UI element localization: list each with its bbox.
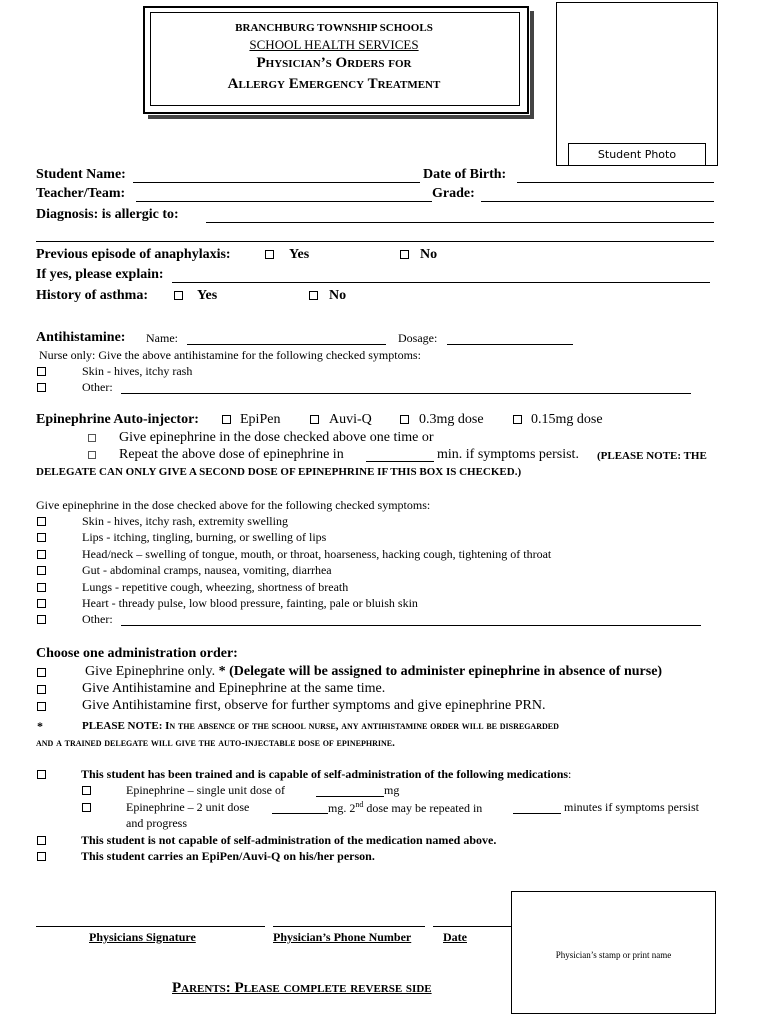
admin-opt1-text: Give Epinephrine only.	[85, 664, 216, 679]
teacher-field[interactable]	[136, 201, 432, 202]
carries-epipen-checkbox[interactable]	[37, 852, 46, 861]
epi-head-neck-checkbox[interactable]	[37, 550, 46, 559]
epi-symptom-item: Gut - abdominal cramps, nausea, vomiting, diarrhea	[82, 563, 332, 577]
admin-opt1-label	[85, 664, 662, 680]
service-name: SCHOOL HEALTH SERVICES	[249, 37, 419, 52]
epi-symptoms-intro: Give epinephrine in the dose checked above for the following checked symptoms:	[36, 498, 431, 512]
diagnosis-field-line2[interactable]	[36, 241, 714, 242]
single-dose-label: Epinephrine – single unit dose of	[126, 783, 285, 797]
form-title-line1: Physician’s Orders for	[256, 55, 412, 71]
dob-field[interactable]	[517, 182, 714, 183]
dose-03mg-checkbox[interactable]	[400, 415, 409, 424]
anaphylaxis-label: Previous episode of anaphylaxis:	[36, 247, 231, 262]
self-admin-colon: :	[568, 767, 572, 781]
two-dose-text	[328, 800, 482, 816]
student-photo-box[interactable]	[556, 2, 718, 166]
epi-symptom-item: Lungs - repetitive cough, wheezing, shortness of breath	[82, 580, 349, 594]
grade-label: Grade:	[432, 186, 475, 201]
epi-other-checkbox[interactable]	[37, 615, 46, 624]
asthma-no-label: No	[329, 288, 347, 303]
student-name-label: Student Name:	[36, 167, 126, 182]
district-name: BRANCHBURG TOWNSHIP SCHOOLS	[235, 22, 433, 34]
grade-field[interactable]	[481, 201, 714, 202]
antihistamine-skin-label: Skin - hives, itchy rash	[82, 364, 193, 378]
epi-symptom-item: Heart - thready pulse, low blood pressure, fainting, pale or bluish skin	[82, 596, 418, 610]
antihistamine-other-field[interactable]	[121, 393, 691, 394]
asthma-no-checkbox[interactable]	[309, 291, 318, 300]
not-capable-checkbox[interactable]	[37, 836, 46, 845]
dose-015mg-checkbox[interactable]	[513, 415, 522, 424]
epi-heart-checkbox[interactable]	[37, 599, 46, 608]
epinephrine-label: Epinephrine Auto-injector:	[36, 412, 199, 427]
dose-03mg-label: 0.3mg dose	[419, 412, 484, 427]
epi-symptom-item: Other:	[82, 612, 113, 626]
admin-order-label: Choose one administration order:	[36, 646, 238, 661]
diagnosis-field[interactable]	[206, 222, 714, 223]
two-dose-unit: mg. 2	[328, 801, 356, 815]
two-dose-ordinal: nd	[355, 800, 364, 809]
antihistamine-name-field[interactable]	[187, 344, 386, 345]
admin-opt2-label: Give Antihistamine and Epinephrine at the same time.	[82, 681, 386, 696]
single-dose-unit: mg	[384, 783, 400, 797]
auvi-q-label: Auvi-Q	[329, 412, 372, 427]
admin-opt3-label: Give Antihistamine first, observe for further symptoms and give epinephrine PRN.	[82, 698, 546, 713]
epi-lungs-checkbox[interactable]	[37, 583, 46, 592]
admin-opt2-checkbox[interactable]	[37, 685, 46, 694]
two-dose-repeat-text: dose may be repeated in	[363, 801, 483, 815]
physician-signature-field[interactable]	[36, 926, 265, 927]
epi-symptom-item: Head/neck – swelling of tongue, mouth, or throat, hoarseness, hacking cough, tightening of throat	[82, 547, 552, 561]
repeat-dose-label: Repeat the above dose of epinephrine in	[119, 447, 344, 462]
antihistamine-other-label: Other:	[82, 380, 113, 394]
repeat-dose-checkbox[interactable]	[88, 451, 96, 459]
admin-opt1-delegate-note: * (Delegate will be assigned to administer epinephrine in absence of nurse)	[215, 664, 663, 679]
epi-lips-checkbox[interactable]	[37, 533, 46, 542]
two-dose-label: Epinephrine – 2 unit dose	[126, 800, 250, 814]
self-admin-trained-label	[81, 767, 571, 782]
antihistamine-disregard-note: PLEASE NOTE: In the absence of the school nurse, any antihistamine order will be disregarded	[82, 720, 559, 732]
explain-label: If yes, please explain:	[36, 267, 164, 282]
antihistamine-dosage-field[interactable]	[447, 344, 573, 345]
teacher-label: Teacher/Team:	[36, 186, 126, 201]
antihistamine-name-label: Name:	[146, 331, 178, 345]
nurse-only-note: Nurse only: Give the above antihistamine for the following checked symptoms:	[39, 348, 421, 362]
antihistamine-dosage-label: Dosage:	[398, 331, 438, 345]
give-once-checkbox[interactable]	[88, 434, 96, 442]
diagnosis-label: Diagnosis: is allergic to:	[36, 207, 179, 222]
antihistamine-label: Antihistamine:	[36, 330, 126, 345]
give-once-label: Give epinephrine in the dose checked above one time or	[119, 430, 434, 445]
carries-epipen-label: This student carries an EpiPen/Auvi-Q on his/her person.	[81, 849, 375, 863]
physician-phone-label: Physician’s Phone Number	[273, 930, 412, 944]
self-admin-trained-text: This student has been trained and is capable of self-administration of the following medications	[81, 767, 569, 781]
auvi-q-checkbox[interactable]	[310, 415, 319, 424]
admin-opt1-checkbox[interactable]	[37, 668, 46, 677]
dose-015mg-label: 0.15mg dose	[531, 412, 603, 427]
note-asterisk: *	[37, 719, 43, 733]
student-photo-label: Student Photo	[568, 143, 706, 165]
admin-opt3-checkbox[interactable]	[37, 702, 46, 711]
repeat-dose-suffix: min. if symptoms persist.	[437, 447, 579, 462]
anaphylaxis-yes-label: Yes	[289, 247, 310, 262]
two-dose-progress-text: and progress	[126, 816, 187, 830]
antihistamine-skin-checkbox[interactable]	[37, 367, 46, 376]
repeat-minutes-field[interactable]	[366, 461, 434, 462]
antihistamine-other-checkbox[interactable]	[37, 383, 46, 392]
anaphylaxis-no-checkbox[interactable]	[400, 250, 409, 259]
two-dose-minutes-field[interactable]	[513, 813, 561, 814]
form-title-line2: Allergy Emergency Treatment	[227, 76, 441, 92]
self-admin-trained-checkbox[interactable]	[37, 770, 46, 779]
epipen-label: EpiPen	[240, 412, 281, 427]
single-dose-field[interactable]	[316, 796, 384, 797]
two-dose-amount-field[interactable]	[272, 813, 328, 814]
delegate-note-end: DELEGATE CAN ONLY GIVE A SECOND DOSE OF EPINEPHRINE IF THIS BOX IS CHECKED.)	[36, 466, 522, 478]
single-dose-checkbox[interactable]	[82, 786, 91, 795]
physician-stamp-label: Physician’s stamp or print name	[555, 950, 672, 960]
delegate-note-start: (PLEASE NOTE: THE	[597, 450, 707, 462]
signature-date-field[interactable]	[433, 926, 511, 927]
physician-signature-label: Physicians Signature	[89, 930, 196, 944]
two-dose-persist-text: minutes if symptoms persist	[564, 800, 699, 814]
date-label: Date	[443, 930, 467, 944]
not-capable-label: This student is not capable of self-administration of the medication named above.	[81, 833, 497, 847]
epipen-checkbox[interactable]	[222, 415, 231, 424]
asthma-yes-label: Yes	[197, 288, 218, 303]
antihistamine-disregard-note-end: and a trained delegate will give the auto-injectable dose of epinephrine.	[36, 737, 395, 749]
two-dose-checkbox[interactable]	[82, 803, 91, 812]
epi-symptom-item: Skin - hives, itchy rash, extremity swelling	[82, 514, 288, 528]
anaphylaxis-no-label: No	[420, 247, 438, 262]
student-name-field[interactable]	[133, 182, 420, 183]
epi-gut-checkbox[interactable]	[37, 566, 46, 575]
physician-phone-field[interactable]	[273, 926, 425, 927]
explain-field[interactable]	[172, 282, 710, 283]
epi-skin-checkbox[interactable]	[37, 517, 46, 526]
parents-reverse-note: Parents: Please complete reverse side	[172, 980, 432, 996]
asthma-label: History of asthma:	[36, 288, 148, 303]
anaphylaxis-yes-checkbox[interactable]	[265, 250, 274, 259]
epi-other-field[interactable]	[121, 625, 701, 626]
epi-symptom-item: Lips - itching, tingling, burning, or swelling of lips	[82, 530, 327, 544]
asthma-yes-checkbox[interactable]	[174, 291, 183, 300]
dob-label: Date of Birth:	[423, 167, 507, 182]
